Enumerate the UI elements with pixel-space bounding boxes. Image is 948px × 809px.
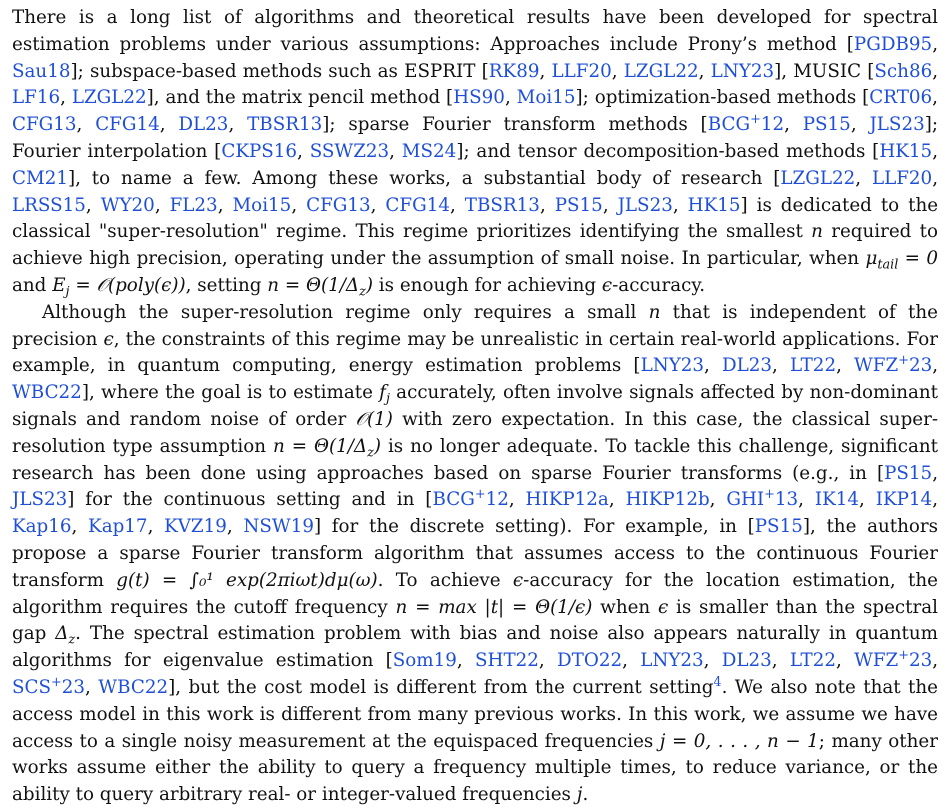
citation-link[interactable]: LZGL22: [623, 60, 699, 82]
citation-link[interactable]: LNY23: [640, 650, 704, 672]
citation-link[interactable]: Sch86: [874, 60, 933, 82]
citation-link[interactable]: WBC22: [98, 676, 169, 698]
citation-link[interactable]: HK15: [879, 140, 933, 162]
citation-link[interactable]: BCG+12: [707, 112, 785, 136]
citation-link[interactable]: LNY23: [640, 355, 705, 377]
citation-link[interactable]: LNY23: [710, 60, 775, 82]
citation-link[interactable]: PGDB95: [853, 33, 933, 55]
inline-math: ϵ: [512, 569, 524, 591]
citation-link[interactable]: CFG13: [12, 114, 77, 136]
citation-link[interactable]: CKPS16: [221, 140, 298, 162]
citation-link[interactable]: HK15: [687, 194, 741, 216]
inline-math: $\Delta_z$: [55, 623, 76, 648]
inline-math: ϵ: [103, 328, 114, 350]
citation-link[interactable]: WFZ+23: [854, 353, 933, 377]
citation-link[interactable]: Moi15: [232, 194, 292, 216]
inline-math: 𝒪(1): [355, 408, 393, 430]
citation-link[interactable]: LF16: [12, 87, 61, 109]
citation-link[interactable]: FL23: [169, 194, 218, 216]
citation-link[interactable]: DL23: [178, 114, 229, 136]
inline-math: n = max |t| = Θ(1/ϵ): [395, 596, 593, 618]
footnote-marker[interactable]: 4: [713, 674, 722, 690]
citation-link[interactable]: CM21: [12, 167, 68, 189]
body-paragraph: There is a long list of algorithms and theoretical results have been developed for spectral estimation problems under various assumptions: Approaches include Prony’s method [PGDB95, Sau18]; subspace-based methods such as ESPRIT [RK89, LLF20, LZGL22, LNY23], MUSIC [Sch86, LF16, LZGL22], and the matrix pencil method [HS90, Moi15]; optimization-based methods [CRT06, CFG13, CFG14, DL23, TBSR13]; sparse Fourier transform methods [BCG+12, PS15, JLS23]; Fourier interpolation [CKPS16, SSWZ23, MS24]; and tensor decomposition-based methods [HK15, CM21], to name a few. Among these works, a substantial body of research [LZGL22, LLF20, LRSS15, WY20, FL23, Moi15, CFG13, CFG14, TBSR13, PS15, JLS23, HK15] is dedicated to the classical "super-resolution" regime. This regime prioritizes identifying the smallest n required to achieve high precision, operating under the assumption of small noise. In particular, when $\mu_{tail} = 0$ and $E_j$ = 𝒪(poly(ϵ)), setting $n = \Theta(1/\Delta_z)$ is enough for achieving ϵ-accuracy.: [12, 7, 939, 300]
citation-link[interactable]: LT22: [789, 650, 836, 672]
citation-link[interactable]: LZGL22: [71, 87, 147, 109]
citation-link[interactable]: WFZ+23: [854, 648, 933, 672]
citation-link[interactable]: PS15: [754, 516, 803, 538]
inline-math: $n = \Theta(1/\Delta_z)$: [267, 274, 373, 300]
citation-link[interactable]: LRSS15: [12, 194, 86, 216]
inline-math: $\mu_{tail} = 0$: [865, 248, 938, 273]
citation-link[interactable]: IK14: [814, 489, 860, 511]
citation-link[interactable]: TBSR13: [464, 194, 540, 216]
citation-link[interactable]: KVZ19: [164, 516, 227, 538]
citation-link[interactable]: JLS23: [617, 194, 673, 216]
citation-link[interactable]: IKP14: [875, 489, 933, 511]
citation-link[interactable]: JLS23: [12, 489, 68, 511]
citation-link[interactable]: LT22: [789, 355, 837, 377]
citation-link[interactable]: CFG13: [306, 194, 371, 216]
inline-math: $f_j$: [379, 382, 390, 407]
citation-link[interactable]: HIKP12b: [625, 489, 710, 511]
citation-link[interactable]: Sau18: [12, 60, 71, 82]
citation-link[interactable]: JLS23: [869, 114, 925, 136]
citation-link[interactable]: LLF20: [551, 60, 612, 82]
citation-link[interactable]: NSW19: [243, 516, 314, 538]
citation-link[interactable]: Moi15: [516, 87, 576, 109]
inline-math: ϵ: [658, 596, 669, 618]
citation-link[interactable]: GHI+13: [726, 487, 799, 511]
citation-link[interactable]: CFG14: [95, 114, 160, 136]
inline-math: g(t) = ∫₀¹ exp(2πiωt)dμ(ω): [116, 569, 378, 591]
inline-math: j = 0, . . . , n − 1: [659, 730, 819, 752]
citation-link[interactable]: DTO22: [557, 650, 623, 672]
citation-link[interactable]: CRT06: [869, 87, 933, 109]
citation-link[interactable]: HIKP12a: [525, 489, 609, 511]
citation-link[interactable]: TBSR13: [247, 114, 323, 136]
citation-link[interactable]: WY20: [100, 194, 155, 216]
citation-link[interactable]: SHT22: [474, 650, 539, 672]
citation-link[interactable]: LZGL22: [780, 167, 856, 189]
citation-link[interactable]: CFG14: [385, 194, 450, 216]
body-paragraph: Although the super-resolution regime only requires a small n that is independent of the precision ϵ, the constraints of this regime may be unrealistic in certain real-world applications. For example, in quantum computing, energy estimation problems [LNY23, DL23, LT22, WFZ+23, WBC22], where the goal is to estimate $f_j$ accurately, often involve signals affected by non-dominant signals and random noise of order 𝒪(1) with zero expectation. In this case, the classical super-resolution type assumption $n = \Theta(1/\Delta_z)$ is no longer adequate. To tackle this challenge, significant research has been done using approaches based on sparse Fourier transforms (e.g., in [PS15, JLS23] for the continuous setting and in [BCG+12, HIKP12a, HIKP12b, GHI+13, IK14, IKP14, Kap16, Kap17, KVZ19, NSW19] for the discrete setting). For example, in [PS15], the authors propose a sparse Fourier transform algorithm that assumes access to the continuous Fourier transform g(t) = ∫₀¹ exp(2πiωt)dμ(ω). To achieve ϵ-accuracy for the location estimation, the algorithm requires the cutoff frequency n = max |t| = Θ(1/ϵ) when ϵ is smaller than the spectral gap $\Delta_z$. The spectral estimation problem with bias and noise also appears naturally in quantum algorithms for eigenvalue estimation [Som19, SHT22, DTO22, LNY23, DL23, LT22, WFZ+23, SCS+23, WBC22], but the cost model is different from the current setting$^4$. We also note that the access model in this work is different from many previous works. In this work, we assume we have access to a single noisy measurement at the equispaced frequencies j = 0, . . . , n − 1; many other works assume either the ability to query a frequency multiple times, to reduce variance, or the ability to query arbitrary real- or integer-valued frequencies j.: [12, 301, 939, 806]
citation-link[interactable]: DL23: [721, 650, 772, 672]
inline-math: $n = \Theta(1/\Delta_z)$: [273, 435, 381, 461]
citation-link[interactable]: RK89: [488, 60, 540, 82]
citation-link[interactable]: PS15: [884, 462, 933, 484]
citation-link[interactable]: LLF20: [871, 167, 933, 189]
inline-math: n: [811, 221, 823, 243]
citation-link[interactable]: SCS+23: [12, 674, 86, 698]
citation-link[interactable]: Kap17: [88, 516, 148, 538]
citation-link[interactable]: SSWZ23: [309, 140, 390, 162]
citation-link[interactable]: Som19: [392, 650, 457, 672]
inline-math: $E_j$ = 𝒪(poly(ϵ)): [52, 274, 186, 300]
citation-link[interactable]: HS90: [453, 87, 505, 109]
citation-link[interactable]: BCG+12: [432, 487, 509, 511]
citation-link[interactable]: PS15: [802, 114, 851, 136]
citation-link[interactable]: WBC22: [12, 382, 82, 404]
inline-math: n: [648, 301, 661, 323]
citation-link[interactable]: DL23: [721, 355, 773, 377]
citation-link[interactable]: MS24: [401, 140, 457, 162]
inline-math: ϵ: [601, 274, 613, 296]
citation-link[interactable]: PS15: [554, 194, 603, 216]
inline-math: j: [576, 784, 583, 806]
citation-link[interactable]: Kap16: [12, 516, 72, 538]
